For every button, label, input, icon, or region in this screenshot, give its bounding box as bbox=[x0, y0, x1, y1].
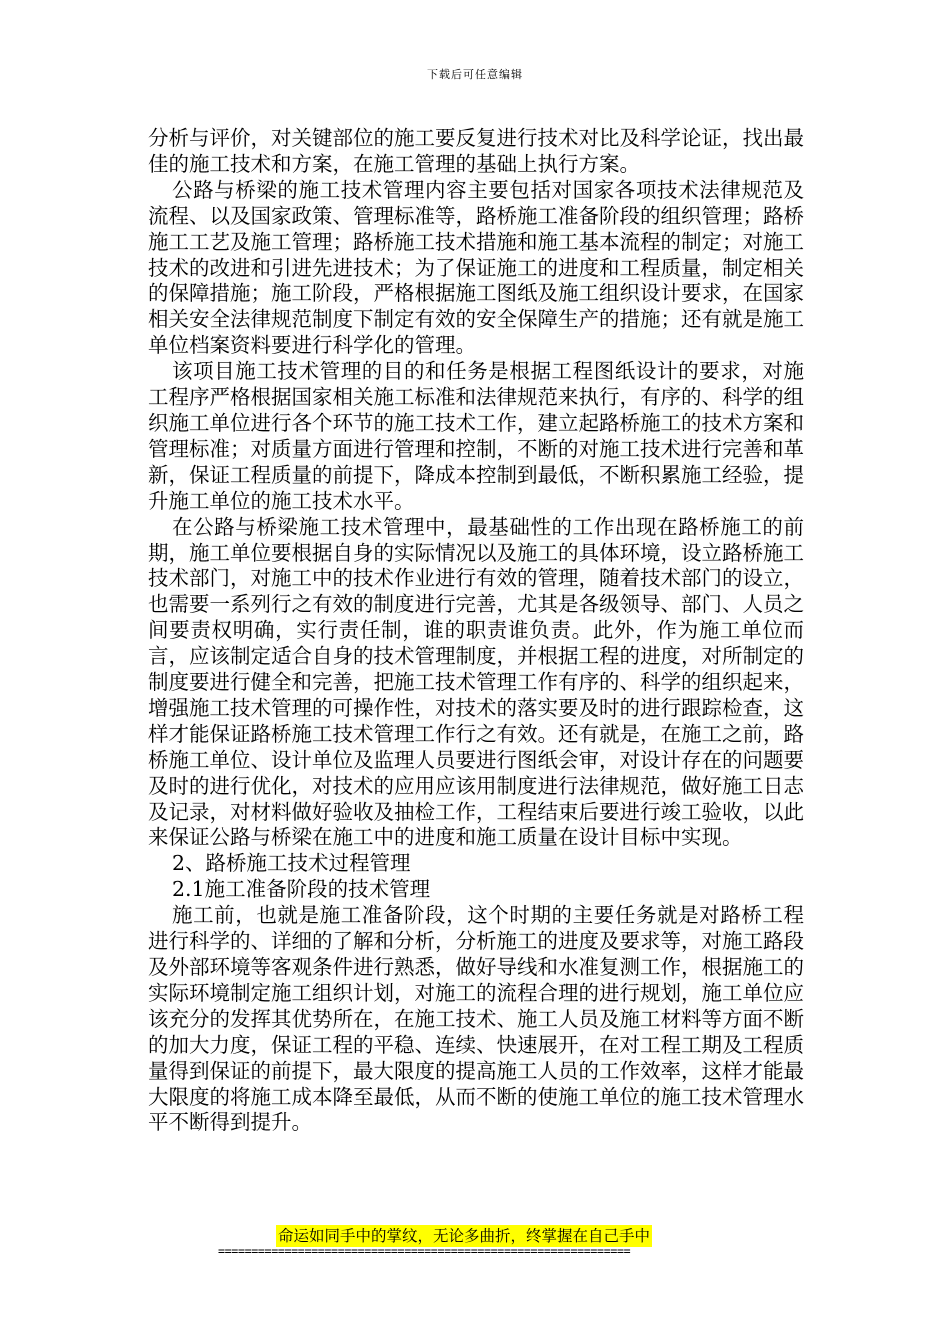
page-header: 下载后可任意编辑 bbox=[427, 68, 523, 81]
section-heading: 2、路桥施工技术过程管理 bbox=[172, 851, 411, 876]
paragraph-technical-department: 在公路与桥梁施工技术管理中，最基础性的工作出现在路桥施工的前期，施工单位要根据自身的实际情况以及施工的具体环境，设立路桥施工技术部门，对施工中的技术作业进行有效的管理，随着技术部门的设立，也需要一系列行之有效的制度进行完善，尤其是各级领导、部门、人员之间要责权明确，实行责任制，谁的职责谁负责。此外，作为施工单位而言，应该制定适合自身的技术管理制度，并根据工程的进度，对所制定的制度要进行健全和完善，把施工技术管理工作有序的、科学的组织起来，增强施工技术管理的可操作性，对技术的落实要及时的进行跟踪检查，这样才能保证路桥施工技术管理工作行之有效。还有就是，在施工之前，路桥施工单位、设计单位及监理人员要进行图纸会审，对设计存在的问题要及时的进行优化，对技术的应用应该用制度进行法律规范，做好施工日志及记录，对材料做好验收及抽检工作，工程结束后要进行竣工验收，以此来保证公路与桥梁在施工中的进度和施工质量在设计目标中实现。 bbox=[148, 514, 804, 850]
paragraph-purpose-and-tasks: 该项目施工技术管理的目的和任务是根据工程图纸设计的要求，对施工程序严格根据国家相关施工标准和法律规范来执行，有序的、科学的组织施工单位进行各个环节的施工技术工作，建立起路桥施工的技术方案和管理标准；对质量方面进行管理和控制，不断的对施工技术进行完善和革新，保证工程质量的前提下，降成本控制到最低，不断积累施工经验，提升施工单位的施工技术水平。 bbox=[148, 359, 804, 513]
paragraph-management-content: 公路与桥梁的施工技术管理内容主要包括对国家各项技术法律规范及流程、以及国家政策、管理标准等，路桥施工准备阶段的组织管理；路桥施工工艺及施工管理；路桥施工技术措施和施工基本流程的制定；对施工技术的改进和引进先进技术；为了保证施工的进度和工程质量，制定相关的保障措施；施工阶段，严格根据施工图纸及施工组织设计要求，在国家相关安全法律规范制度下制定有效的安全保障生产的措施；还有就是施工单位档案资料要进行科学化的管理。 bbox=[148, 177, 804, 358]
footer-divider: ============================================================== bbox=[218, 1244, 631, 1258]
footer-motto: 命运如同手中的掌纹，无论多曲折，终掌握在自己手中 bbox=[278, 1227, 651, 1245]
subsection-heading: 2.1施工准备阶段的技术管理 bbox=[172, 877, 431, 902]
paragraph-analysis: 分析与评价，对关键部位的施工要反复进行技术对比及科学论证，找出最佳的施工技术和方案，在施工管理的基础上执行方案。 bbox=[148, 126, 804, 176]
paragraph-preparation-stage: 施工前，也就是施工准备阶段，这个时期的主要任务就是对路桥工程进行科学的、详细的了解和分析，分析施工的进度及要求等，对施工路段及外部环境等客观条件进行熟悉，做好导线和水准复测工作，根据施工的实际环境制定施工组织计划，对施工的流程合理的进行规划，施工单位应该充分的发挥其优势所在，在施工技术、施工人员及施工材料等方面不断的加大力度，保证工程的平稳、连续、快速展开，在对工程工期及工程质量得到保证的前提下，最大限度的提高施工人员的工作效率，这样才能最大限度的将施工成本降至最低，从而不断的使施工单位的施工技术管理水平不断得到提升。 bbox=[148, 903, 804, 1135]
document-body bbox=[148, 126, 804, 1136]
